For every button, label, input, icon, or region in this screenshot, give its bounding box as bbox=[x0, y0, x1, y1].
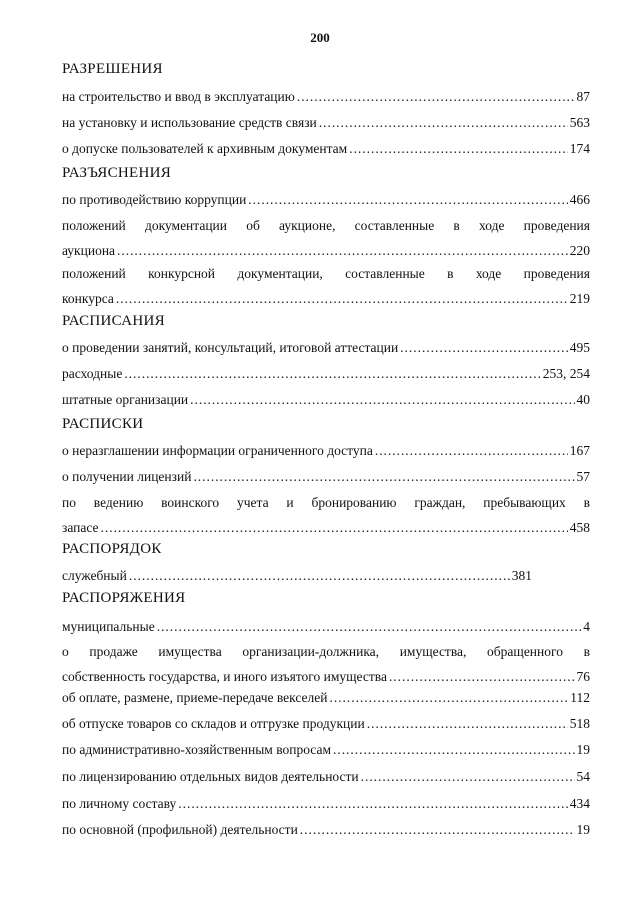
entry-page: 434 bbox=[569, 796, 590, 811]
entry-text: по противодействию коррупции bbox=[62, 192, 247, 207]
entry-text: конкурса bbox=[62, 291, 114, 306]
entry-page: 40 bbox=[576, 392, 590, 407]
entry-page: 167 bbox=[569, 443, 590, 458]
section-heading: РАЗРЕШЕНИЯ bbox=[62, 61, 163, 77]
entry-text: о допуске пользователей к архивным документам bbox=[62, 141, 348, 156]
leader-dots bbox=[157, 614, 582, 639]
entry-page: 518 bbox=[569, 716, 590, 731]
entry-page: 87 bbox=[576, 89, 590, 104]
leader-dots bbox=[129, 563, 510, 588]
entry-text-first-line: положений конкурсной документации, составленные в ходе проведения bbox=[62, 266, 590, 281]
entry-page: 458 bbox=[569, 520, 590, 535]
leader-dots bbox=[319, 110, 568, 135]
entry-text: служебный bbox=[62, 568, 127, 583]
leader-dots bbox=[297, 84, 575, 109]
index-entry bbox=[62, 639, 590, 689]
entry-page: 54 bbox=[576, 769, 590, 784]
index-entry bbox=[62, 187, 590, 212]
leader-dots bbox=[117, 238, 568, 263]
section-heading: РАСПОРЯЖЕНИЯ bbox=[62, 590, 186, 606]
entry-text: на строительство и ввод в эксплуатацию bbox=[62, 89, 295, 104]
entry-text: запасе bbox=[62, 520, 99, 535]
index-entry bbox=[62, 711, 590, 736]
index-entry bbox=[62, 464, 590, 489]
leader-dots bbox=[300, 817, 575, 842]
entry-text: по личному составу bbox=[62, 796, 177, 811]
index-entry bbox=[62, 335, 590, 360]
entry-page: 220 bbox=[569, 243, 590, 258]
entry-text: о получении лицензий bbox=[62, 469, 192, 484]
index-entry bbox=[62, 438, 590, 463]
entry-text: муниципальные bbox=[62, 619, 155, 634]
entry-page: 495 bbox=[569, 340, 590, 355]
entry-page: 219 bbox=[569, 291, 590, 306]
entry-page: 19 bbox=[576, 822, 590, 837]
index-entry bbox=[62, 791, 590, 816]
leader-dots bbox=[178, 791, 567, 816]
entry-text: штатные организации bbox=[62, 392, 189, 407]
entry-page: 174 bbox=[569, 141, 590, 156]
entry-text-first-line: по ведению воинского учета и бронированию граждан, пребывающих в bbox=[62, 495, 590, 510]
entry-page: 253, 254 bbox=[542, 366, 590, 381]
entry-text: по лицензированию отдельных видов деятельности bbox=[62, 769, 359, 784]
section-heading: РАСПОРЯДОК bbox=[62, 541, 162, 557]
entry-text: расходные bbox=[62, 366, 123, 381]
entry-page: 112 bbox=[570, 690, 590, 705]
entry-text: по административно-хозяйственным вопросам bbox=[62, 742, 331, 757]
leader-dots bbox=[375, 438, 568, 463]
leader-dots bbox=[333, 737, 575, 762]
entry-page: 563 bbox=[569, 115, 590, 130]
leader-dots bbox=[400, 335, 568, 360]
leader-dots bbox=[367, 711, 568, 736]
leader-dots bbox=[361, 764, 575, 789]
entry-page: 381 bbox=[511, 568, 532, 583]
entry-page: 466 bbox=[569, 192, 590, 207]
index-entry bbox=[62, 737, 590, 762]
section-heading: РАСПИСАНИЯ bbox=[62, 313, 165, 329]
entry-text: по основной (профильной) деятельности bbox=[62, 822, 298, 837]
index-entry bbox=[62, 685, 590, 710]
entry-text: о неразглашении информации ограниченного доступа bbox=[62, 443, 373, 458]
entry-text: аукциона bbox=[62, 243, 116, 258]
index-entry bbox=[62, 261, 590, 311]
section-heading: РАСПИСКИ bbox=[62, 416, 144, 432]
page-number: 200 bbox=[310, 30, 330, 45]
entry-text: на установку и использование средств связи bbox=[62, 115, 317, 130]
leader-dots bbox=[248, 187, 567, 212]
entry-page: 57 bbox=[576, 469, 590, 484]
index-entry bbox=[62, 110, 590, 135]
index-entry bbox=[62, 614, 590, 639]
leader-dots bbox=[101, 515, 568, 540]
index-entry bbox=[62, 136, 590, 161]
index-entry bbox=[62, 387, 590, 412]
entry-text-first-line: о продаже имущества организации-должника, имущества, обращенного в bbox=[62, 644, 590, 659]
entry-text: об отпуске товаров со складов и отгрузке продукции bbox=[62, 716, 365, 731]
leader-dots bbox=[116, 286, 568, 311]
index-entry bbox=[62, 563, 532, 588]
index-entry bbox=[62, 764, 590, 789]
leader-dots bbox=[193, 464, 574, 489]
index-entry bbox=[62, 213, 590, 263]
index-entry bbox=[62, 817, 590, 842]
index-entry bbox=[62, 361, 590, 386]
leader-dots bbox=[190, 387, 574, 412]
leader-dots bbox=[329, 685, 568, 710]
entry-text: о проведении занятий, консультаций, итоговой аттестации bbox=[62, 340, 399, 355]
entry-text-first-line: положений документации об аукционе, составленные в ходе проведения bbox=[62, 218, 590, 233]
entry-text: собственность государства, и иного изъятого имущества bbox=[62, 669, 387, 684]
leader-dots bbox=[349, 136, 568, 161]
leader-dots bbox=[124, 361, 540, 386]
entry-text: об оплате, размене, приеме-передаче векселей bbox=[62, 690, 328, 705]
entry-page: 76 bbox=[576, 669, 590, 684]
section-heading: РАЗЪЯСНЕНИЯ bbox=[62, 165, 172, 181]
entry-page: 4 bbox=[583, 619, 590, 634]
index-entry bbox=[62, 490, 590, 540]
entry-page: 19 bbox=[576, 742, 590, 757]
index-entry bbox=[62, 84, 590, 109]
